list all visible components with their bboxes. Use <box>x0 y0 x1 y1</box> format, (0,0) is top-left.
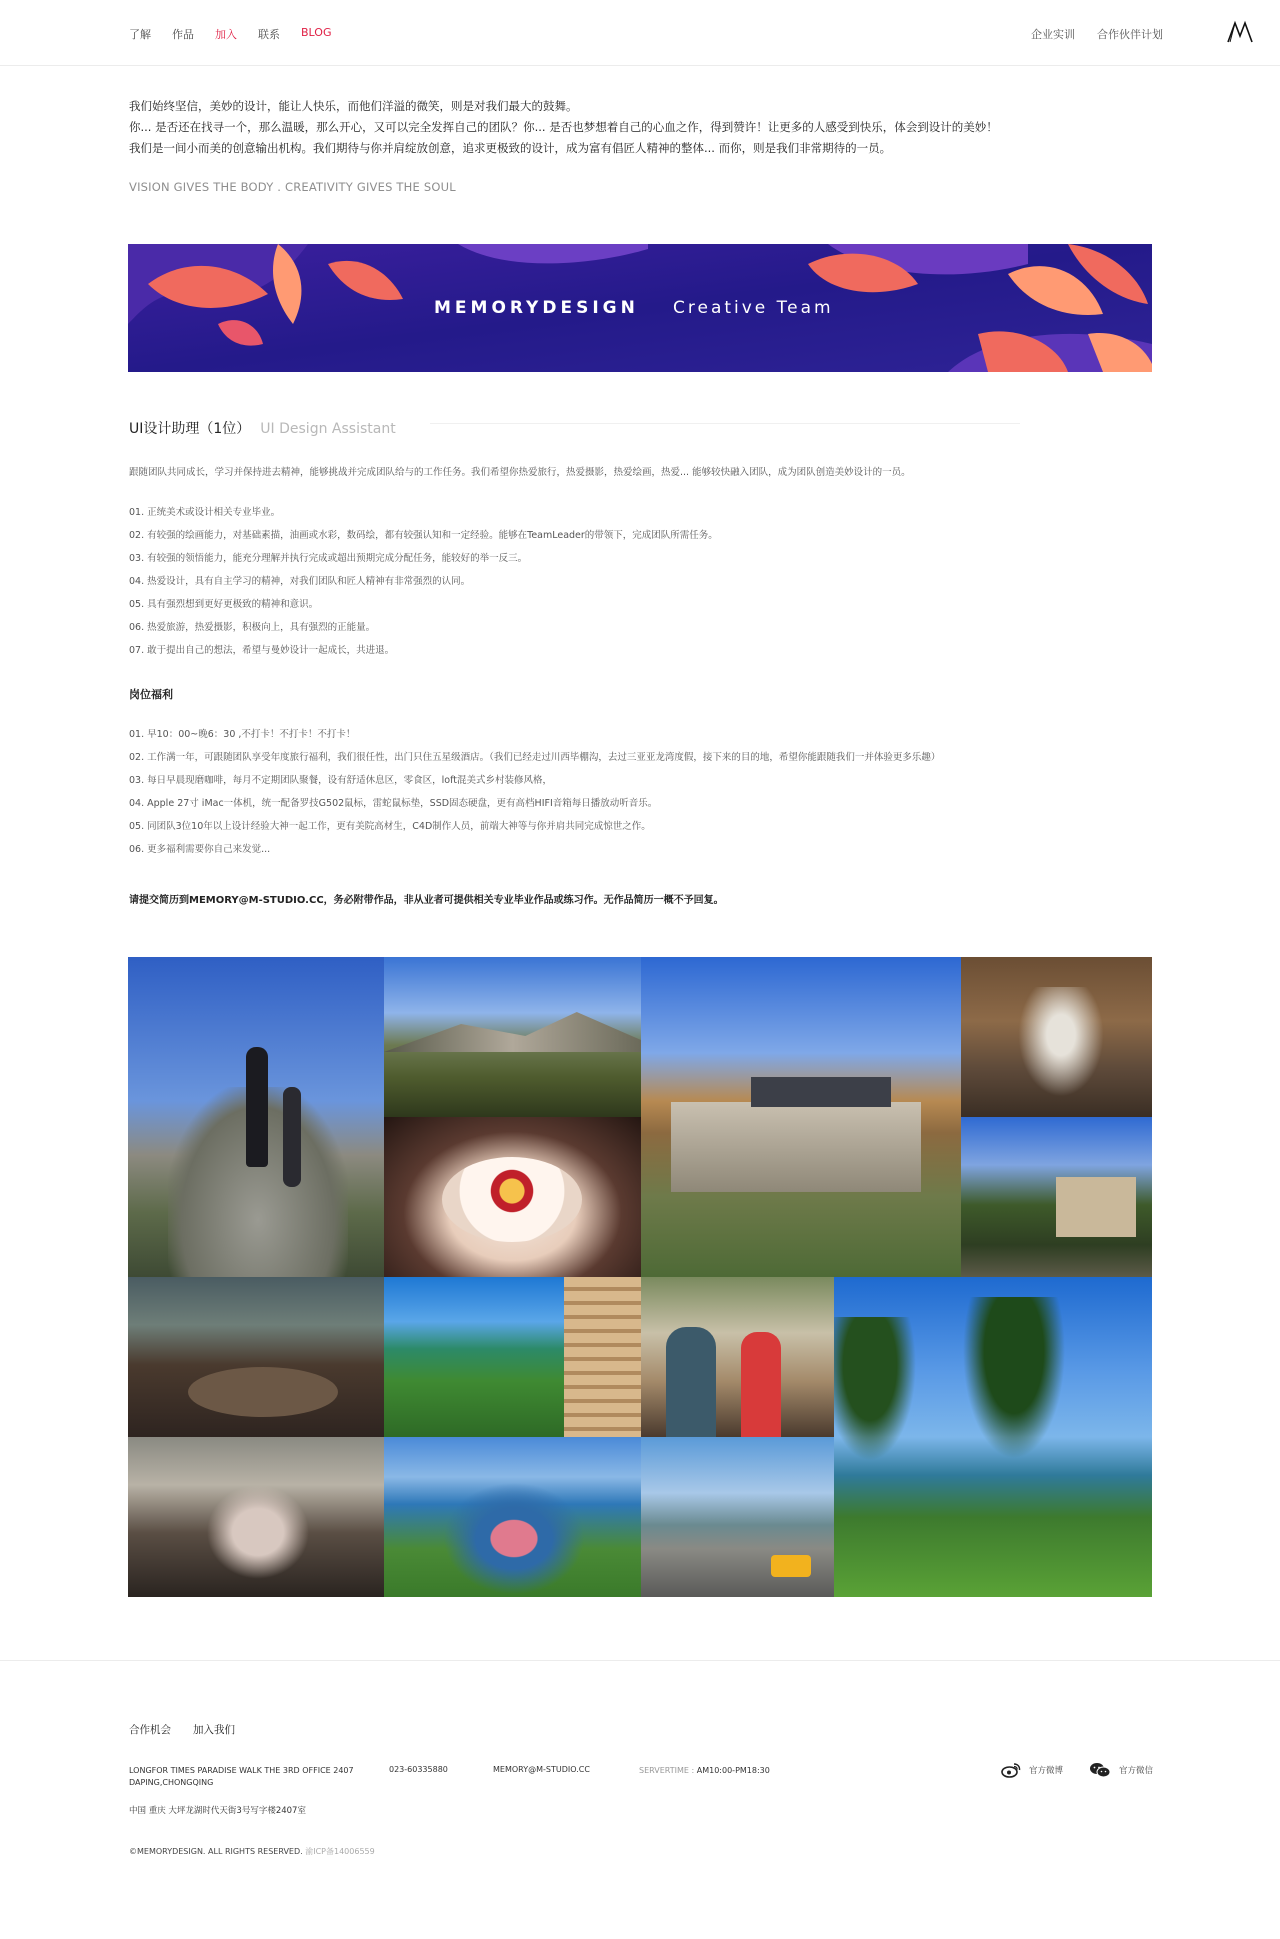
photo-cafe[interactable] <box>641 1277 834 1437</box>
list-item: 07. 敢于提出自己的想法，希望与曼妙设计一起成长，共进退。 <box>129 645 395 656</box>
job-title <box>129 418 396 438</box>
banner-brand: MEMORYDESIGN <box>434 298 639 318</box>
title-divider <box>430 423 1020 424</box>
nav-training[interactable]: 企业实训 <box>1031 28 1075 41</box>
nav-join[interactable]: 加入 <box>215 28 237 41</box>
photo-birthday-cake[interactable] <box>384 1117 641 1277</box>
weibo-label: 官方微博 <box>1029 1766 1064 1776</box>
photo-coastal-road[interactable] <box>641 1437 834 1597</box>
requirements-list <box>129 501 1129 662</box>
photo-forest-lodge[interactable] <box>961 1117 1152 1277</box>
list-item: 01. 早10：00~晚6：30 ,不打卡！不打卡！不打卡！ <box>129 729 356 740</box>
wechat-label: 官方微信 <box>1119 1766 1154 1776</box>
photo-resort-pool[interactable] <box>384 1277 641 1437</box>
job-title-cn: UI设计助理（1位） <box>129 421 251 437</box>
list-item: 05. 具有强烈想到更好更极致的精神和意识。 <box>129 599 319 610</box>
main-nav <box>129 26 331 42</box>
photo-stone-lodge[interactable] <box>641 957 961 1277</box>
footer-link-join[interactable]: 加入我们 <box>193 1724 235 1736</box>
team-banner <box>128 244 1152 372</box>
benefits-list <box>129 723 1129 861</box>
nav-about[interactable]: 了解 <box>129 28 151 41</box>
nav-contact[interactable]: 联系 <box>258 28 280 41</box>
nav-blog[interactable]: BLOG <box>301 26 332 39</box>
photo-gallery <box>128 957 1152 1597</box>
intro-line: 我们是一间小而美的创意输出机构。我们期待与你并肩绽放创意，追求更极致的设计，成为富有倡匠人精神的整体... 而你，则是我们非常期待的一员。 <box>129 141 892 155</box>
job-description: 跟随团队共同成长，学习并保持进去精神，能够挑战并完成团队给与的工作任务。我们希望你热爱旅行，热爱摄影，热爱绘画，热爱... 能够较快融入团队，成为团队创造美妙设计的一员。 <box>129 467 911 478</box>
photo-mountain-forest[interactable] <box>384 957 641 1117</box>
secondary-nav <box>1031 26 1163 42</box>
photo-mountain-hike[interactable] <box>128 957 384 1277</box>
photo-team-toast[interactable] <box>128 1437 384 1597</box>
photo-team-group[interactable] <box>961 957 1152 1117</box>
weibo-icon <box>1001 1762 1021 1778</box>
photo-palm-beach[interactable] <box>834 1277 1152 1597</box>
server-time-label: SERVERTIME : <box>639 1766 695 1775</box>
list-item: 03. 有较强的领悟能力，能充分理解并执行完成或超出预期完成分配任务，能较好的举一反三。 <box>129 553 528 564</box>
footer-email[interactable]: MEMORY@M-STUDIO.CC <box>493 1765 590 1774</box>
job-title-en: UI Design Assistant <box>260 421 396 437</box>
intro-text <box>129 96 1149 159</box>
brand-logo-icon[interactable] <box>1226 20 1254 44</box>
footer-links <box>129 1722 235 1737</box>
list-item: 04. Apple 27寸 iMac一体机，统一配备罗技G502鼠标，雷蛇鼠标垫，SSD固态硬盘，更有高档HIFI音箱每日播放动听音乐。 <box>129 798 658 809</box>
photo-seaside-group[interactable] <box>384 1437 641 1597</box>
footer-server-time <box>639 1766 770 1775</box>
list-item: 02. 有较强的绘画能力，对基础素描，油画或水彩，数码绘，都有较强认知和一定经验。能够在TeamLeader的带领下，完成团队所需任务。 <box>129 530 718 541</box>
list-item: 03. 每日早晨现磨咖啡，每月不定期团队聚餐，设有舒适休息区，零食区，loft混美式乡村装修风格， <box>129 775 552 786</box>
footer-address-en: LONGFOR TIMES PARADISE WALK THE 3RD OFFICE 2407 DAPING,CHONGQING <box>129 1766 354 1787</box>
intro-line: 我们始终坚信，美妙的设计，能让人快乐，而他们洋溢的微笑，则是对我们最大的鼓舞。 <box>129 99 578 113</box>
list-item: 06. 热爱旅游，热爱摄影，积极向上，具有强烈的正能量。 <box>129 622 376 633</box>
footer-link-cooperation[interactable]: 合作机会 <box>129 1724 171 1736</box>
weibo-link[interactable] <box>1001 1762 1063 1778</box>
header <box>0 0 1280 66</box>
banner-team: Creative Team <box>673 298 834 318</box>
slogan: VISION GIVES THE BODY . CREATIVITY GIVES THE SOUL <box>129 180 456 194</box>
list-item: 02. 工作满一年，可跟随团队享受年度旅行福利，我们很任性，出门只住五星级酒店。（我们已经走过川西毕棚沟，去过三亚亚龙湾度假，接下来的目的地，希望你能跟随我们一并体验更多乐趣） <box>129 752 941 763</box>
photo-team-dinner[interactable] <box>128 1277 384 1437</box>
nav-works[interactable]: 作品 <box>172 28 194 41</box>
list-item: 04. 热爱设计，具有自主学习的精神，对我们团队和匠人精神有非常强烈的认同。 <box>129 576 471 587</box>
banner-artwork <box>128 244 1152 372</box>
footer-address-cn: 中国 重庆 大坪龙湖时代天街3号写字楼2407室 <box>129 1806 306 1816</box>
wechat-link[interactable] <box>1089 1762 1153 1778</box>
list-item: 01. 正统美术或设计相关专业毕业。 <box>129 507 281 518</box>
footer-copyright <box>129 1846 375 1857</box>
nav-partner[interactable]: 合作伙伴计划 <box>1097 28 1163 41</box>
list-item: 05. 同团队3位10年以上设计经验大神一起工作，更有美院高材生，C4D制作人员，前端大神等与你并肩共同完成惊世之作。 <box>129 821 651 832</box>
wechat-icon <box>1089 1762 1111 1778</box>
copyright-text: ©MEMORYDESIGN. ALL RIGHTS RESERVED. <box>129 1847 303 1856</box>
server-time-value: AM10:00-PM18:30 <box>696 1766 770 1775</box>
benefits-title: 岗位福利 <box>129 688 173 701</box>
intro-line: 你... 是否还在找寻一个，那么温暖，那么开心，又可以完全发挥自己的团队？你... 是否也梦想着自己的心血之作，得到赞许！让更多的人感受到快乐，体会到设计的美妙！ <box>129 120 998 134</box>
apply-instructions: 请提交简历到MEMORY@M-STUDIO.CC，务必附带作品，非从业者可提供相关专业毕业作品或练习作。无作品简历一概不予回复。 <box>129 895 724 906</box>
footer-phone: 023-60335880 <box>389 1765 448 1774</box>
footer-divider <box>0 1660 1280 1661</box>
icp-number[interactable]: 渝ICP备14006559 <box>305 1847 375 1856</box>
list-item: 06. 更多福利需要你自己来发觉... <box>129 844 271 855</box>
